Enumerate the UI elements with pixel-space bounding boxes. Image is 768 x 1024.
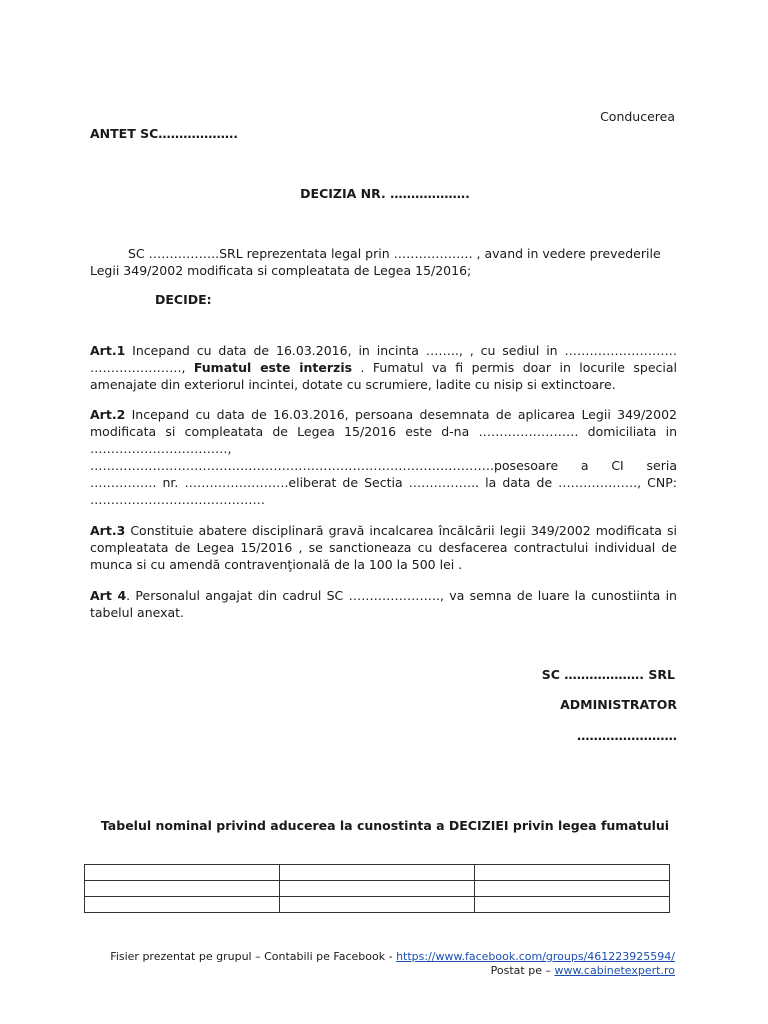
article-1-text: Incepand cu data de 16.03.2016, in incinta …….., , cu sediul in ……………………… ………………….,: [90, 343, 677, 375]
cabinetexpert-link[interactable]: www.cabinetexpert.ro: [554, 964, 675, 977]
article-4-label: Art 4: [90, 588, 127, 603]
table-row: [85, 881, 670, 897]
footer: [90, 950, 675, 978]
intro-line-2: Legii 349/2002 modificata si compleatata de Legea 15/2016;: [90, 263, 472, 278]
signature-role: ADMINISTRATOR: [560, 697, 677, 712]
table-cell: [280, 897, 475, 913]
article-3-label: Art.3: [90, 523, 126, 538]
article-4: [90, 587, 677, 621]
header-conducerea: Conducerea: [600, 109, 675, 124]
table-cell: [85, 881, 280, 897]
signature-line: ……………………: [577, 728, 677, 743]
table-row: [85, 865, 670, 881]
facebook-group-link[interactable]: https://www.facebook.com/groups/461223925594/: [396, 950, 675, 963]
article-2: [90, 406, 677, 508]
intro-line-1: SC ……………..SRL reprezentata legal prin ………………. , avand in vedere prevederile: [128, 246, 661, 261]
article-2-label: Art.2: [90, 407, 126, 422]
article-3-text: Constituie abatere disciplinară gravă incalcarea încălcării legii 349/2002 modificata si compleatata de Legea 15/2016 , se sanctioneaza cu desfacerea contractului individual de munca si cu amendă contravenţională de la 100 la 500 lei .: [90, 523, 677, 572]
table-cell: [475, 881, 670, 897]
article-2-text: Incepand cu data de 16.03.2016, persoana desemnata de aplicarea Legii 349/2002 modificata si compleatata de Legea 15/2016 este d-na …………………… domiciliata in ……………………………, …………………………………………………………………………………….posesoare a CI seria ……………. nr. …………………….eliberat de Sectia …………….. la data de ………………., CNP: ……………………………………: [90, 407, 677, 507]
footer-line-1: [90, 950, 675, 964]
footer-text-1: Fisier prezentat pe grupul – Contabili pe Facebook -: [110, 950, 397, 963]
table-title: Tabelul nominal privind aducerea la cunostinta a DECIZIEI privin legea fumatului: [100, 818, 670, 833]
article-1-label: Art.1: [90, 343, 126, 358]
article-4-text: . Personalul angajat din cadrul SC …………………., va semna de luare la cunostiinta in tabelul anexat.: [90, 588, 677, 620]
decide-heading: DECIDE:: [155, 292, 212, 307]
table-cell: [280, 865, 475, 881]
table-row: [85, 897, 670, 913]
table-cell: [475, 865, 670, 881]
document-title: DECIZIA NR. ……………….: [300, 186, 470, 201]
table-cell: [280, 881, 475, 897]
header-antet: ANTET SC……………….: [90, 126, 239, 141]
table-cell: [475, 897, 670, 913]
table-cell: [85, 865, 280, 881]
article-1-bold-text: Fumatul este interzis: [193, 360, 353, 375]
table-cell: [85, 897, 280, 913]
nominal-table: [84, 864, 670, 913]
article-1: [90, 342, 677, 393]
article-3: [90, 522, 677, 573]
signature-company: SC ………………. SRL: [541, 667, 675, 682]
footer-text-2: Postat pe –: [490, 964, 555, 977]
article-1-text-2: . Fumatul va fi permis doar in locurile special amenajate din exteriorul incintei, dotate cu scrumiere, ladite cu nisip si extinctoare.: [90, 360, 678, 392]
footer-line-2: [90, 964, 675, 978]
intro-paragraph: [90, 245, 677, 279]
